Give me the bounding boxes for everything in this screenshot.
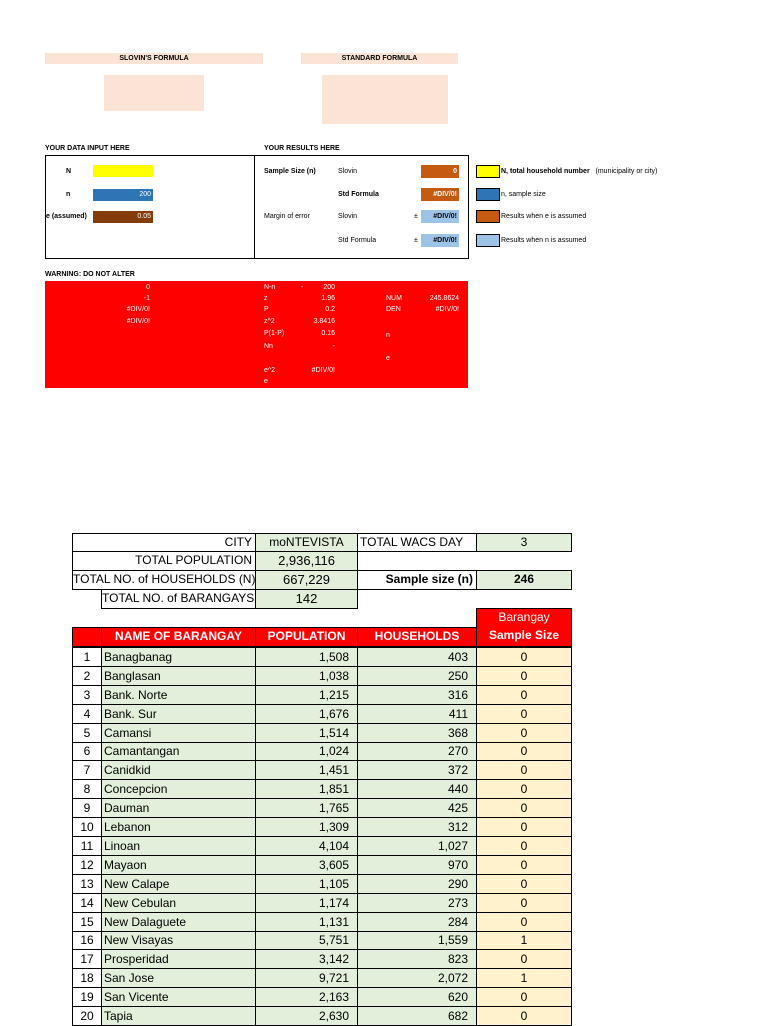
row-number: 7 [72, 760, 102, 780]
warning-value-N-n: 200 [323, 284, 335, 291]
warning-label-P: P [264, 306, 269, 313]
barangay-name: Mayaon [101, 855, 256, 875]
barangay-name: Concepcion [101, 779, 256, 799]
sample-size-label: Sample Size (n) [264, 168, 316, 175]
legend-yellow-bold: N, total household number [501, 168, 590, 175]
header-households: HOUSEHOLDS [357, 627, 477, 647]
sample-size-summary-value: 246 [476, 570, 572, 590]
warning-col1-0: 0 [146, 284, 150, 291]
warning-col1-1: -1 [143, 295, 150, 302]
row-number: 9 [72, 798, 102, 818]
slovin-formula-image [104, 75, 204, 111]
barangay-population: 4,104 [255, 836, 358, 856]
warning-den-value: #DIV/0! [435, 306, 459, 313]
legend-blue-swatch [476, 188, 500, 201]
warning-dash: - [301, 284, 304, 291]
barangay-sample-size: 0 [476, 798, 572, 818]
legend-yellow-rest: (municipality or city) [595, 168, 658, 175]
barangay-population: 2,630 [255, 1006, 358, 1026]
barangay-sample-size: 0 [476, 760, 572, 780]
barangay-population: 1,215 [255, 685, 358, 705]
warning-col1-2: #DIV/0! [126, 306, 150, 313]
standard-formula-header: STANDARD FORMULA [301, 53, 458, 64]
e-assumed-label: e (assumed) [46, 213, 87, 220]
barangay-households: 312 [357, 817, 477, 837]
barangay-sample-size: 0 [476, 874, 572, 894]
barangay-population: 1,024 [255, 742, 358, 761]
barangay-population: 1,309 [255, 817, 358, 837]
barangay-sample-size: 0 [476, 685, 572, 705]
barangay-population: 1,451 [255, 760, 358, 780]
barangay-name: Dauman [101, 798, 256, 818]
row-number: 13 [72, 874, 102, 894]
barangay-households: 372 [357, 760, 477, 780]
barangay-sample-size: 0 [476, 666, 572, 686]
barangay-households: 316 [357, 685, 477, 705]
plus-minus-1: ± [414, 213, 418, 220]
barangay-households: 823 [357, 949, 477, 969]
slovin-formula-header: SLOVIN'S FORMULA [45, 53, 263, 64]
warning-label-p1p: P(1-P) [264, 330, 285, 337]
barangay-sample-size: 0 [476, 704, 572, 724]
barangay-population: 1,131 [255, 912, 358, 932]
barangay-sample-size: 0 [476, 779, 572, 799]
barangay-households: 1,559 [357, 931, 477, 950]
barangay-sample-size: 1 [476, 931, 572, 950]
warning-label-z2: z^2 [264, 318, 275, 325]
legend-lightblue-text: Results when n is assumed [501, 237, 587, 244]
margin-slovin-label: Slovin [338, 213, 358, 220]
slovin-label: Slovin [338, 168, 358, 175]
warning-label: WARNING: DO NOT ALTER [45, 271, 135, 278]
slovin-result: 0 [421, 165, 459, 178]
barangay-population: 2,163 [255, 987, 358, 1007]
margin-slovin-result: #DIV/0! [421, 210, 459, 223]
warning-e-label: e [386, 355, 390, 362]
barangay-population: 3,605 [255, 855, 358, 875]
barangay-sample-size: 0 [476, 836, 572, 856]
n-sample-input[interactable]: 200 [93, 189, 153, 201]
warning-den-label: DEN [386, 306, 401, 313]
plus-minus-2: ± [414, 237, 418, 244]
margin-std-label: Std Formula [338, 237, 377, 244]
warning-value-Nn: - [332, 343, 335, 350]
barangay-name: New Dalaguete [101, 912, 256, 932]
barangay-name: Lebanon [101, 817, 256, 837]
barangay-name: Bank. Norte [101, 685, 256, 705]
row-number: 20 [72, 1006, 102, 1026]
barangay-households: 411 [357, 704, 477, 724]
barangay-households: 1,027 [357, 836, 477, 856]
row-number: 11 [72, 836, 102, 856]
total-population-value[interactable]: 2,936,116 [255, 551, 358, 571]
n-population-input[interactable] [93, 165, 153, 177]
row-number: 6 [72, 742, 102, 761]
barangay-name: New Cebulan [101, 893, 256, 913]
barangay-sample-size: 0 [476, 987, 572, 1007]
legend-yellow-text [501, 168, 657, 175]
row-number: 5 [72, 723, 102, 743]
barangay-name: New Calape [101, 874, 256, 894]
barangay-name: Banglasan [101, 666, 256, 686]
barangay-households: 620 [357, 987, 477, 1007]
row-number: 12 [72, 855, 102, 875]
barangay-households: 368 [357, 723, 477, 743]
barangay-sample-size: 0 [476, 893, 572, 913]
barangay-header-top: Barangay [476, 608, 572, 628]
row-number: 19 [72, 987, 102, 1007]
row-number: 2 [72, 666, 102, 686]
barangay-population: 1,105 [255, 874, 358, 894]
legend-brown-swatch [476, 210, 500, 223]
barangay-population: 1,174 [255, 893, 358, 913]
wacs-value[interactable]: 3 [476, 533, 572, 552]
header-number-col [72, 627, 102, 647]
row-number: 3 [72, 685, 102, 705]
barangay-name: Bank. Sur [101, 704, 256, 724]
warning-label-e: e [264, 378, 268, 385]
barangay-name: Camantangan [101, 742, 256, 761]
barangay-name: Linoan [101, 836, 256, 856]
warning-label-e2: e^2 [264, 367, 276, 374]
barangay-households: 425 [357, 798, 477, 818]
warning-value-z2: 3.8416 [313, 318, 335, 325]
warning-label-Nn: Nn [264, 343, 273, 350]
warning-value-p1p: 0.16 [321, 330, 335, 337]
warning-col1-3: #DIV/0! [126, 318, 150, 325]
row-number: 1 [72, 647, 102, 667]
row-number: 18 [72, 968, 102, 988]
barangay-population: 1,514 [255, 723, 358, 743]
barangay-sample-size: 0 [476, 647, 572, 667]
legend-brown-text: Results when e is assumed [501, 213, 587, 220]
barangay-name: Banagbanag [101, 647, 256, 667]
header-name-of-barangay: NAME OF BARANGAY [101, 627, 256, 647]
barangay-households: 273 [357, 893, 477, 913]
std-formula-label: Std Formula [338, 191, 379, 198]
warning-num-value: 245.8624 [429, 295, 459, 302]
barangay-population: 5,751 [255, 931, 358, 950]
warning-n-label: n [386, 332, 390, 339]
total-households-label: TOTAL NO. of HOUSEHOLDS (N) [72, 570, 256, 590]
barangay-sample-size: 0 [476, 912, 572, 932]
margin-std-result: #DIV/0! [421, 234, 459, 247]
barangay-households: 403 [357, 647, 477, 667]
barangay-sample-size: 0 [476, 855, 572, 875]
total-barangays-label: TOTAL NO. of BARANGAYS [101, 589, 256, 609]
barangay-name: Canidkid [101, 760, 256, 780]
total-barangays-value[interactable]: 142 [255, 589, 358, 609]
barangay-population: 3,142 [255, 949, 358, 969]
barangay-households: 440 [357, 779, 477, 799]
row-number: 16 [72, 931, 102, 950]
barangay-population: 9,721 [255, 968, 358, 988]
barangay-sample-size: 0 [476, 742, 572, 761]
n-population-label: N [66, 168, 72, 175]
standard-formula-image [322, 75, 448, 124]
legend-lightblue-swatch [476, 234, 500, 247]
city-label: CITY [72, 533, 256, 552]
barangay-name: San Jose [101, 968, 256, 988]
row-number: 8 [72, 779, 102, 799]
barangay-sample-size: 0 [476, 1006, 572, 1026]
total-households-value[interactable]: 667,229 [255, 570, 358, 590]
barangay-name: Tapia [101, 1006, 256, 1026]
barangay-population: 1,851 [255, 779, 358, 799]
barangay-sample-size: 0 [476, 817, 572, 837]
warning-label-z: z [264, 295, 268, 302]
warning-num-label: NUM [386, 295, 402, 302]
barangay-population: 1,508 [255, 647, 358, 667]
results-label: YOUR RESULTS HERE [264, 145, 340, 152]
barangay-name: Prosperidad [101, 949, 256, 969]
n-sample-label: n [66, 191, 71, 198]
data-input-label: YOUR DATA INPUT HERE [45, 145, 130, 152]
barangay-households: 270 [357, 742, 477, 761]
barangay-households: 284 [357, 912, 477, 932]
barangay-population: 1,765 [255, 798, 358, 818]
row-number: 17 [72, 949, 102, 969]
barangay-households: 2,072 [357, 968, 477, 988]
barangay-households: 682 [357, 1006, 477, 1026]
warning-value-z: 1.96 [321, 295, 335, 302]
city-value[interactable]: moNTEVISTA [255, 533, 358, 552]
warning-label-N-n: N-n [264, 284, 276, 291]
margin-of-error-label: Margin of error [264, 213, 310, 220]
header-sample-size: Sample Size [476, 627, 572, 647]
header-population: POPULATION [255, 627, 358, 647]
row-number: 4 [72, 704, 102, 724]
barangay-name: New Visayas [101, 931, 256, 950]
total-population-label: TOTAL POPULATION [72, 551, 256, 571]
barangay-households: 970 [357, 855, 477, 875]
barangay-households: 250 [357, 666, 477, 686]
row-number: 10 [72, 817, 102, 837]
legend-yellow-swatch [476, 165, 500, 178]
barangay-name: San Vicente [101, 987, 256, 1007]
barangay-households: 290 [357, 874, 477, 894]
std-formula-result: #DIV/0! [421, 188, 459, 201]
warning-value-P: 0.2 [325, 306, 335, 313]
e-assumed-input[interactable]: 0.05 [93, 211, 153, 223]
barangay-sample-size: 0 [476, 723, 572, 743]
sample-size-summary-label: Sample size (n) [357, 570, 477, 590]
legend-blue-text: n, sample size [501, 191, 546, 198]
wacs-label: TOTAL WACS DAY [357, 533, 477, 552]
barangay-name: Camansi [101, 723, 256, 743]
row-number: 14 [72, 893, 102, 913]
barangay-sample-size: 0 [476, 949, 572, 969]
barangay-sample-size: 1 [476, 968, 572, 988]
row-number: 15 [72, 912, 102, 932]
barangay-population: 1,676 [255, 704, 358, 724]
barangay-population: 1,038 [255, 666, 358, 686]
warning-value-e2: #DIV/0! [311, 367, 335, 374]
